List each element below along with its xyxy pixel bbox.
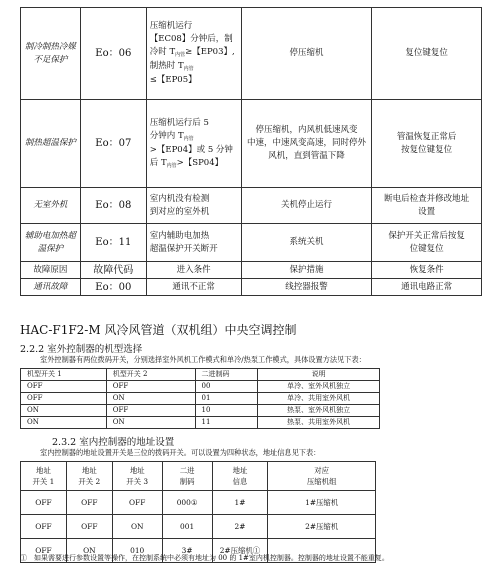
entry-condition: 压缩机运行后 5 分钟内 $T_{内管}$ >【EP04】或 5 分钟 后 $T_{内管}>$【SP04】 <box>146 100 241 188</box>
table-row <box>21 262 482 279</box>
recovery-condition: 通讯电路正常 <box>372 279 482 296</box>
fault-code: Eo：11 <box>80 224 146 262</box>
table-row <box>21 8 482 100</box>
address-table <box>20 461 376 563</box>
table-row <box>21 279 482 296</box>
section-title-222: 2.2.2 室外控制器的机型选择 <box>20 344 143 355</box>
fault-name: 辅助电加热超温保护 <box>21 224 81 262</box>
recovery-condition: 复位键复位 <box>372 8 482 100</box>
table-cell: ON <box>112 515 162 539</box>
subscript: 内管 <box>183 135 194 142</box>
table-cell: ON <box>21 417 107 429</box>
column-header: 二进 制码 <box>162 462 212 491</box>
column-header: 地址 信息 <box>212 462 268 491</box>
fault-name: 制热超温保护 <box>21 100 81 188</box>
fault-name: 制冷制热冷媒不足保护 <box>21 8 81 100</box>
entry-condition: 室内辅助电加热 超温保护开关断开 <box>146 224 241 262</box>
table-cell: 1# <box>212 491 268 515</box>
subscript: 内管 <box>175 52 186 58</box>
table-cell: OFF <box>21 381 107 393</box>
protection-action: 保护措施 <box>241 262 372 279</box>
footnote: ① 如果需要进行参数设置等操作，在控制系统中必须有地址为 00 的 1#室内机控制器。控制器的地址设置不能重复。 <box>20 554 389 562</box>
table-cell: OFF <box>66 491 112 515</box>
table-row <box>21 188 482 224</box>
protection-action: 关机停止运行 <box>241 188 372 224</box>
table-row <box>21 393 380 405</box>
recovery-condition: 保护开关正常后按复 位键复位 <box>372 224 482 262</box>
paragraph-232: 室内控制器的地址设置开关是三位的拨码开关。可以设置为四种状态，地址信息见下表： <box>40 448 321 457</box>
table-cell: 3# <box>162 539 212 563</box>
table-cell: ON <box>106 393 195 405</box>
table-row <box>21 224 482 262</box>
fault-code: Eo：06 <box>80 8 146 100</box>
entry-condition: 通讯不正常 <box>146 279 241 296</box>
table-cell: ON <box>106 417 195 429</box>
table-cell: 001 <box>162 515 212 539</box>
table-cell: OFF <box>112 491 162 515</box>
table-cell: 热泵、室外风机独立 <box>258 405 380 417</box>
fault-code: Eo：00 <box>80 279 146 296</box>
column-header: 地址 开关 3 <box>112 462 162 491</box>
table-cell: OFF <box>21 539 67 563</box>
protection-action: 系统关机 <box>241 224 372 262</box>
table-row <box>21 381 380 393</box>
table-cell: OFF <box>106 381 195 393</box>
table-cell: 010 <box>112 539 162 563</box>
protection-action: 停压缩机 <box>241 8 372 100</box>
table-cell: ON <box>21 405 107 417</box>
table-cell: OFF <box>106 405 195 417</box>
fault-name: 故障原因 <box>21 262 81 279</box>
fault-name: 通讯故障 <box>21 279 81 296</box>
table-cell: 热泵、共用室外风机 <box>258 417 380 429</box>
table-cell: OFF <box>21 515 67 539</box>
recovery-condition: 管温恢复正常后 按复位键复位 <box>372 100 482 188</box>
column-header: 机型开关 2 <box>106 369 195 381</box>
recovery-condition: 断电后检查并修改地址 设置 <box>372 188 482 224</box>
fault-code: 故障代码 <box>80 262 146 279</box>
table-row <box>21 100 482 188</box>
table-cell: 单冷、共用室外风机 <box>258 393 380 405</box>
table-cell: 00 <box>195 381 258 393</box>
column-header: 对应 压缩机组 <box>268 462 376 491</box>
table-cell: 1#压缩机 <box>268 491 376 515</box>
table-row <box>21 515 376 539</box>
table-cell: OFF <box>21 491 67 515</box>
column-header: 机型开关 1 <box>21 369 107 381</box>
column-header: 二进制码 <box>195 369 258 381</box>
table-cell: 2# <box>212 515 268 539</box>
entry-condition: 室内机没有检测 到对应的室外机 <box>146 188 241 224</box>
table-header-row <box>21 369 380 381</box>
table-row <box>21 491 376 515</box>
table-cell: OFF <box>21 393 107 405</box>
paragraph-222: 室外控制器有两位拨码开关，分别选择室外风机工作模式和单冷/热泵工作模式，具体设置方法见下表： <box>40 355 366 364</box>
table-cell: 11 <box>195 417 258 429</box>
fault-name: 无室外机 <box>21 188 81 224</box>
column-header: 地址 开关 2 <box>66 462 112 491</box>
recovery-condition: 恢复条件 <box>372 262 482 279</box>
entry-condition: 压缩机运行 【EC08】分钟后，制 冷时 $T_{内管}\ge$【EP03】, 制热时 $T_{内管}$ ≤【EP05】 <box>146 8 241 100</box>
subscript: 内管 <box>166 162 177 169</box>
table-cell: 单冷、室外风机独立 <box>258 381 380 393</box>
table-cell: 2#压缩机 <box>268 515 376 539</box>
model-select-table <box>20 368 380 429</box>
fault-table <box>20 7 482 296</box>
protection-action: 停压缩机，内风机低速风变 中速，中速风变高速，同时停外 风机，直到管温下降 <box>241 100 372 188</box>
table-cell: OFF <box>66 515 112 539</box>
table-cell: 01 <box>195 393 258 405</box>
fault-code: Eo：08 <box>80 188 146 224</box>
page-heading: HAC-F1F2-M 风冷风管道（双机组）中央空调控制 <box>20 323 297 337</box>
table-cell: 000① <box>162 491 212 515</box>
entry-condition: 进入条件 <box>146 262 241 279</box>
table-cell: 10 <box>195 405 258 417</box>
section-title-232: 2.3.2 室内控制器的地址设置 <box>52 437 175 448</box>
table-cell: 2#压缩机① <box>212 539 268 563</box>
table-header-row <box>21 462 376 491</box>
fault-code: Eo：07 <box>80 100 146 188</box>
column-header: 地址 开关 1 <box>21 462 67 491</box>
table-row <box>21 417 380 429</box>
table-cell: ON <box>66 539 112 563</box>
column-header: 说明 <box>258 369 380 381</box>
protection-action: 线控器报警 <box>241 279 372 296</box>
table-row <box>21 405 380 417</box>
subscript: 内管 <box>183 66 194 72</box>
